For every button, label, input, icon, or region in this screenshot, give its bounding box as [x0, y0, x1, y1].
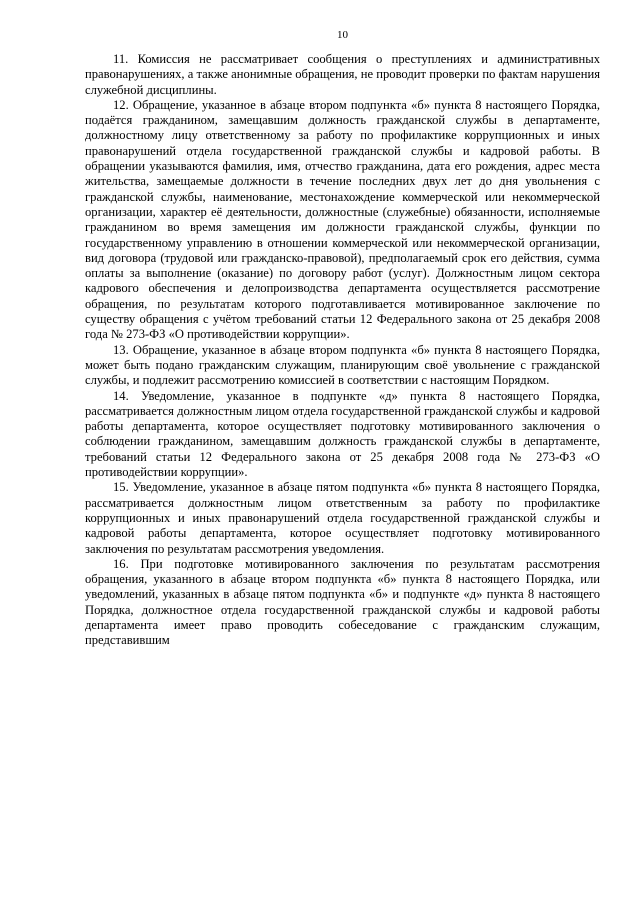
paragraph-14: 14. Уведомление, указанное в подпункте «д» пункта 8 настоящего Порядка, рассматривается должностным лицом отдела государственной гражданской службы и кадровой работы департамента, которое осуществляет подготовку мотивированного заключения о соблюдении гражданином, замещавшим должность гражданской службы в департаменте, требований статьи 12 Федерального закона от 25 декабря 2008 года № 273-ФЗ «О противодействии коррупции». [85, 388, 600, 480]
paragraph-12: 12. Обращение, указанное в абзаце втором подпункта «б» пункта 8 настоящего Порядка, подаётся гражданином, замещавшим должность гражданской службы в департаменте, должностному лицу ответственному за работу по профилактике коррупционных и иных правонарушений отдела государственной гражданской службы и кадровой работы. В обращении указываются фамилия, имя, отчество гражданина, дата его рождения, адрес места жительства, замещаемые должности в течение последних двух лет до дня увольнения с гражданской службы, наименование, местонахождение коммерческой или некоммерческой организации, характер её деятельности, должностные (служебные) обязанности, исполняемые гражданином во время замещения им должности гражданской службы, функции по государственному управлению в отношении коммерческой или некоммерческой организации, вид договора (трудовой или гражданско-правовой), предполагаемый срок его действия, сумма оплаты за выполнение (оказание) по договору работ (услуг). Должностным лицом сектора кадрового обеспечения и делопроизводства департамента осуществляется рассмотрение обращения, по результатам которого подготавливается мотивированное заключение по существу обращения с учётом требований статьи 12 Федерального закона от 25 декабря 2008 года № 273-ФЗ «О противодействии коррупции». [85, 97, 600, 342]
page-number: 10 [337, 29, 348, 41]
paragraph-15: 15. Уведомление, указанное в абзаце пятом подпункта «б» пункта 8 настоящего Порядка, рассматривается должностным лицом ответственным за работу по профилактике коррупционных и иных правонарушений отдела государственной гражданской службы и кадровой работы департамента, которое осуществляет подготовку мотивированного заключения по результатам рассмотрения уведомления. [85, 480, 600, 556]
paragraph-16: 16. При подготовке мотивированного заключения по результатам рассмотрения обращения, указанного в абзаце втором подпункта «б» пункта 8 настоящего Порядка, или уведомлений, указанных в абзаце пятом подпункта «б» и подпункте «д» пункта 8 настоящего Порядка, должностное отдела государственной гражданской службы и кадровой работы департамента имеет право проводить собеседование с гражданским служащим, представившим [85, 556, 600, 648]
paragraph-11: 11. Комиссия не рассматривает сообщения о преступлениях и административных правонарушениях, а также анонимные обращения, не проводит проверки по фактам нарушения служебной дисциплины. [85, 52, 600, 97]
paragraph-13: 13. Обращение, указанное в абзаце втором подпункта «б» пункта 8 настоящего Порядка, может быть подано гражданским служащим, планирующим своё увольнение с гражданской службы, и подлежит рассмотрению комиссией в соответствии с настоящим Порядком. [85, 342, 600, 388]
